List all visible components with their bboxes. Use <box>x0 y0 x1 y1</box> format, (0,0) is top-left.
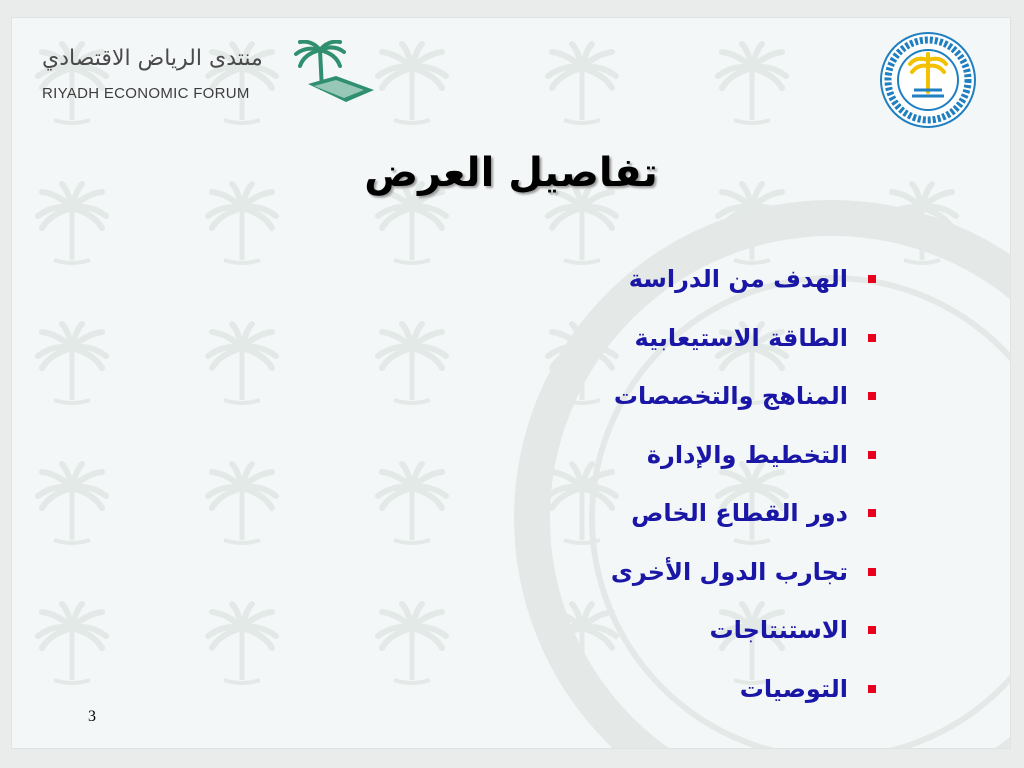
riyadh-economic-forum-logo <box>38 40 378 110</box>
brand-arabic-name: منتدى الرياض الاقتصادي <box>42 46 263 71</box>
list-item-text: الهدف من الدراسة <box>628 265 848 294</box>
list-item <box>611 367 876 426</box>
list-item-text: دور القطاع الخاص <box>631 499 848 528</box>
list-item <box>611 601 876 660</box>
riyadh-chamber-seal-logo <box>878 30 978 130</box>
bullet-square-icon <box>868 568 876 576</box>
list-item-text: تجارب الدول الأخرى <box>610 557 848 586</box>
slide <box>12 18 1010 748</box>
list-item <box>611 484 876 543</box>
list-item-text: المناهج والتخصصات <box>613 382 848 411</box>
slide-title: تفاصيل العرض <box>364 150 658 196</box>
bullet-square-icon <box>868 626 876 634</box>
list-item <box>611 309 876 368</box>
list-item-text: الطاقة الاستيعابية <box>634 323 848 352</box>
bullet-square-icon <box>868 275 876 283</box>
bullet-square-icon <box>868 685 876 693</box>
list-item <box>611 250 876 309</box>
bullet-square-icon <box>868 509 876 517</box>
palm-map-icon <box>292 40 378 110</box>
agenda-list <box>611 250 876 718</box>
list-item-text: التخطيط والإدارة <box>646 440 848 469</box>
bullet-square-icon <box>868 334 876 342</box>
bullet-square-icon <box>868 392 876 400</box>
page-number: 3 <box>88 708 96 725</box>
brand-english-name: RIYADH ECONOMIC FORUM <box>42 85 250 102</box>
list-item-text: الاستنتاجات <box>709 616 848 645</box>
bullet-square-icon <box>868 451 876 459</box>
list-item <box>611 660 876 719</box>
list-item-text: التوصيات <box>739 674 848 703</box>
list-item <box>611 543 876 602</box>
list-item <box>611 426 876 485</box>
